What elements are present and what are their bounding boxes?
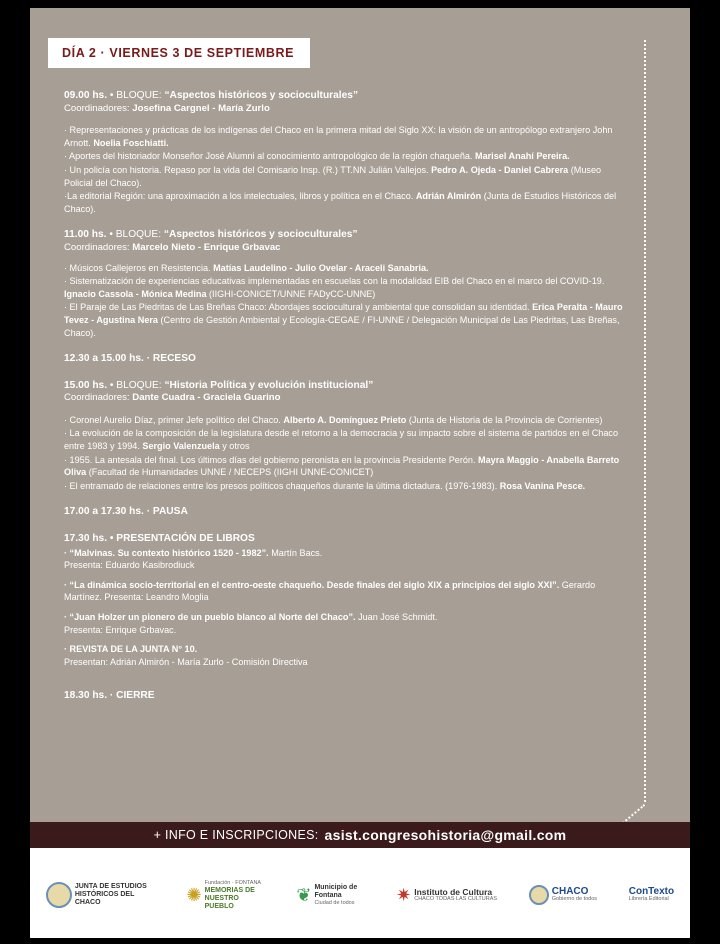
block-3-time: 15.00 hs.	[64, 379, 108, 391]
block-3-title: “Historia Política y evolución institucional”	[164, 379, 374, 391]
logo-fontana-name: Municipio de Fontana	[314, 883, 358, 899]
item-text: · Coronel Aurelio Díaz, primer Jefe político del Chaco.	[64, 414, 281, 425]
list-item	[64, 164, 624, 189]
book-title: · REVISTA DE LA JUNTA N° 10.	[64, 644, 198, 655]
list-item	[64, 124, 624, 149]
block-1-coordinators	[64, 103, 624, 116]
block-1-title: “Aspectos históricos y socioculturales”	[164, 90, 359, 101]
item-affiliation: (Centro de Gestión Ambiental y Ecología-CEGAE / FI-UNNE / Delegación Municipal de Las Piedritas, Las Breñas, Chaco).	[64, 314, 620, 338]
item-text: · Aportes del historiador Monseñor José Alumni al conocimiento antropológico de la región chaqueña.	[64, 151, 473, 162]
book-item	[64, 611, 624, 636]
item-text: · Sistematización de experiencias educativas implementadas en escuelas con la modalidad EIB del Chaco en el marco del COVID-19.	[64, 276, 605, 287]
item-text: ·La editorial Región: una aproximación a los intelectuales, libros y política en el Chaco.	[64, 191, 414, 202]
coord-names: Dante Cuadra - Graciela Guarino	[132, 392, 281, 404]
logo-cultura	[396, 885, 497, 906]
item-text: · La evolución de la composición de la legislatura desde el retorno a la democracia y su impacto sobre el sistema de partidos en el Chaco entre 1983 y 1994.	[64, 428, 619, 452]
coord-names: Marcelo Nieto - Enrique Grbavac	[132, 241, 281, 253]
sponsor-logos	[30, 860, 690, 930]
logo-chaco	[529, 885, 597, 905]
block-2	[64, 229, 624, 339]
book-item	[64, 579, 624, 604]
list-item	[64, 190, 624, 215]
book-presenter: Presenta: Eduardo Kasibrodiuck	[64, 560, 195, 571]
logo-memorias-name: MEMORIAS DE NUESTRO PUEBLO	[204, 886, 255, 910]
item-author: Rosa Vanina Pesce.	[499, 480, 586, 491]
logo-chaco-sub: Gobierno de todos	[551, 895, 598, 902]
block-2-time: 11.00 hs.	[64, 229, 107, 241]
cultura-star-icon: ✷	[396, 884, 412, 905]
pausa-label: 17.00 a 17.30 hs. · PAUSA	[64, 506, 188, 518]
logo-contexto-sub: Librería Editorial	[628, 895, 669, 902]
book-title: · “Malvinas. Su contexto histórico 1520 - 1982”.	[64, 547, 269, 558]
item-affiliation: (IIGHI-CONICET/UNNE FADyCC-UNNE)	[209, 288, 376, 299]
logo-junta-name: JUNTA DE ESTUDIOS HISTÓRICOS DEL CHACO	[74, 883, 147, 906]
book-presenter: Presentan: Adrián Almirón - María Zurlo - Comisión Directiva	[64, 656, 308, 667]
logo-contexto-name: ConTexto	[628, 885, 675, 897]
star-icon: ✺	[186, 884, 202, 905]
receso-label: 12.30 a 15.00 hs. · RECESO	[64, 353, 196, 365]
item-affiliation: (Museo Policial del Chaco).	[64, 164, 602, 188]
block-1-header: 09.00 hs. • BLOQUE: “Aspectos históricos y socioculturales”	[64, 90, 359, 101]
logo-cultura-sub: CHACO TODAS LAS CULTURAS	[414, 895, 498, 902]
chaco-seal-icon	[529, 885, 549, 905]
book-title: · “La dinámica socio-territorial en el centro-oeste chaqueño. Desde finales del siglo XIX a principios del siglo XXI”.	[64, 579, 560, 590]
item-affiliation: (Junta de Historia de la Provincia de Corrientes)	[408, 414, 603, 425]
block-2-coordinators	[64, 242, 624, 255]
book-item	[64, 547, 624, 572]
item-affiliation: (Junta de Estudios Históricos del Chaco).	[64, 191, 617, 214]
info-label: + INFO E INSCRIPCIONES:	[153, 828, 319, 842]
coord-label: Coordinadores:	[64, 241, 130, 253]
book-presenter: Presenta: Enrique Grbavac.	[64, 624, 177, 635]
book-item	[64, 643, 624, 668]
logo-chaco-name: CHACO	[551, 885, 589, 897]
block-3-coordinators	[64, 392, 624, 405]
item-text: · Representaciones y prácticas de los indígenas del Chaco en la primera mitad del Siglo XX: la visión de un antropólogo extranjero John Arnott.	[64, 125, 613, 148]
block-3	[64, 380, 624, 493]
program-content	[64, 90, 624, 703]
block-2-title: “Aspectos históricos y socioculturales”	[163, 229, 358, 241]
logo-memorias-sub: Fundación · FONTANA	[204, 879, 262, 886]
coord-label: Coordinadores:	[64, 102, 130, 114]
logo-fontana	[296, 884, 364, 907]
list-item	[64, 262, 624, 275]
book-title: · “Juan Holzer un pionero de un pueblo blanco al Norte del Chaco”.	[64, 612, 356, 622]
item-author: Pedro A. Ojeda - Daniel Cabrera	[431, 164, 569, 175]
books-time: 17.30 hs.	[64, 533, 108, 545]
books-title: PRESENTACIÓN DE LIBROS	[116, 533, 255, 545]
block-3-header: 15.00 hs. • BLOQUE: “Historia Política y evolución institucional”	[64, 379, 374, 391]
book-author: Juan José Schmidt.	[358, 612, 438, 622]
item-author: Ignacio Cassola - Mónica Medina	[64, 288, 207, 299]
item-author: Sergio Valenzuela	[142, 441, 220, 452]
item-author: Adrián Almirón	[415, 191, 482, 202]
block-1-label: BLOQUE:	[116, 90, 162, 101]
info-email-link[interactable]: asist.congresohistoria@gmail.com	[324, 827, 567, 843]
block-3-label: BLOQUE:	[116, 379, 162, 391]
logo-memorias	[187, 880, 265, 911]
junta-seal-icon	[46, 882, 72, 908]
logo-junta	[46, 882, 155, 908]
list-item	[64, 275, 624, 300]
item-text: · El Paraje de Las Piedritas de Las Breñas Chaco: Abordajes sociocultural y ambiental que consolidan su identidad.	[64, 302, 530, 313]
item-author: Alberto A. Domínguez Prieto	[283, 414, 407, 425]
item-text: · El entramado de relaciones entre los presos políticos chaqueños durante la última dictadura. (1976-1983).	[64, 480, 498, 491]
logo-fontana-sub: Ciudad de todos	[314, 899, 355, 906]
fontana-leaf-icon: ❦	[296, 884, 312, 905]
item-text: · Un policía con historia. Repaso por la vida del Comisario Insp. (R.) TT.NN Julián Vallejos.	[64, 164, 429, 175]
books-header: 17.30 hs. • PRESENTACIÓN DE LIBROS	[64, 533, 255, 545]
item-affiliation: y otros	[222, 441, 250, 452]
item-author: Marisel Anahí Pereira.	[475, 151, 570, 162]
list-item	[64, 454, 624, 479]
dotted-border	[644, 40, 646, 802]
coord-label: Coordinadores:	[64, 392, 130, 404]
book-author: Gerardo Martínez. Presenta: Leandro Moglia	[64, 579, 596, 603]
block-2-header: 11.00 hs. • BLOQUE: “Aspectos históricos y socioculturales”	[64, 229, 358, 241]
block-2-label: BLOQUE:	[115, 229, 162, 241]
list-item	[64, 480, 624, 493]
item-affiliation: (Facultad de Humanidades UNNE / NECEPS (IIGHI UNNE-CONICET)	[88, 467, 374, 478]
day-title: DÍA 2 · VIERNES 3 DE SEPTIEMBRE	[48, 38, 310, 68]
item-author: Mayra Maggio - Anabella Barreto Oliva	[64, 454, 620, 478]
book-author: Martín Bacs.	[271, 547, 323, 558]
block-1-time: 09.00 hs.	[64, 90, 108, 101]
info-bar	[30, 822, 690, 848]
cierre-label: 18.30 hs. · CIERRE	[64, 690, 155, 702]
item-author: Matías Laudelino - Julio Ovelar - Araceli Sanabria.	[213, 262, 429, 273]
logo-cultura-name: Instituto de Cultura	[414, 886, 493, 897]
list-item	[64, 150, 624, 163]
list-item	[64, 427, 624, 452]
item-author: Noelia Foschiatti.	[93, 137, 169, 148]
item-author: Erica Peralta - Mauro Tevez - Agustina Nera	[64, 302, 623, 325]
coord-names: Josefina Cargnel - María Zurlo	[132, 102, 270, 114]
logo-contexto	[628, 885, 675, 903]
item-text: · 1955. La antesala del final. Los últimos días del gobierno peronista en la provincia Presidente Perón.	[64, 454, 476, 465]
books-block	[64, 533, 624, 668]
list-item	[64, 301, 624, 339]
item-text: · Músicos Callejeros en Resistencia.	[64, 262, 211, 273]
block-1	[64, 90, 624, 215]
list-item	[64, 414, 624, 427]
